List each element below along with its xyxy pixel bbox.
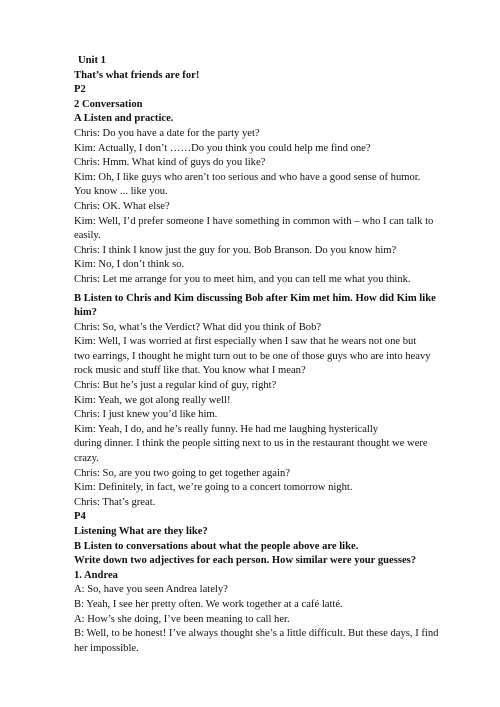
dialogue-line: Kim: Well, I’d prefer someone I have something in common with – who I can talk to: [74, 215, 434, 227]
andrea-dialogue: [74, 583, 440, 656]
dialogue-line: Chris: I just knew you’d like him.: [74, 409, 218, 421]
dialogue-line: crazy.: [74, 453, 99, 465]
dialogue-line: A: How’s she doing, I’ve been meaning to call her.: [74, 613, 290, 625]
dialogue-line: Kim: No, I don’t think so.: [74, 259, 185, 271]
dialogue-line: during dinner. I think the people sitting next to us in the restaurant thought we were: [74, 438, 428, 450]
section-b-heading-cont: him?: [74, 307, 97, 319]
dialogue-line: Chris: So, what’s the Verdict? What did you think of Bob?: [74, 321, 322, 333]
dialogue-line: Kim: Actually, I don’t ……Do you think you could help me find one?: [74, 142, 371, 154]
dialogue-line: easily.: [74, 230, 101, 242]
listening-instruction: B Listen to conversations about what the people above are like.: [74, 540, 359, 552]
dialogue-line: You know ... like you.: [74, 186, 168, 198]
dialogue-line: rock music and stuff like that. You know what I mean?: [74, 365, 306, 377]
section-a-dialogue: [74, 127, 440, 288]
dialogue-line: Chris: I think I know just the guy for you. Bob Branson. Do you know him?: [74, 244, 397, 256]
dialogue-line: A: So, have you seen Andrea lately?: [74, 584, 228, 596]
page-title: That’s what friends are for!: [74, 69, 200, 81]
dialogue-line: Kim: Oh, I like guys who aren’t too serious and who have a good sense of humor.: [74, 171, 421, 183]
section-b-dialogue: [74, 321, 440, 511]
dialogue-line: two earrings, I thought he might turn out to be one of those guys who are into heavy: [74, 350, 431, 362]
dialogue-line: Kim: Yeah, I do, and he’s really funny. He had me laughing hysterically: [74, 423, 379, 435]
listening-heading: Listening What are they like?: [74, 526, 208, 537]
dialogue-line: Chris: OK. What else?: [74, 200, 170, 212]
section-conversation-heading: 2 Conversation: [74, 98, 143, 110]
dialogue-line: Chris: That’s great.: [74, 496, 156, 508]
dialogue-line: Kim: Definitely, in fact, we’re going to a concert tomorrow night.: [74, 482, 353, 494]
dialogue-line: Chris: Let me arrange for you to meet him, and you can tell me what you think.: [74, 273, 411, 285]
dialogue-line: her impossible.: [74, 642, 139, 654]
dialogue-line: Chris: Do you have a date for the party yet?: [74, 127, 260, 139]
page-marker-p4: P4: [74, 511, 86, 523]
unit-label: Unit 1: [78, 55, 106, 66]
dialogue-line: B: Yeah, I see her pretty often. We work together at a café latté.: [74, 598, 343, 610]
page-marker-p2: P2: [74, 84, 86, 96]
andrea-heading: 1. Andrea: [74, 569, 118, 581]
section-a-heading: A Listen and practice.: [74, 113, 174, 125]
dialogue-line: Kim: Well, I was worried at first especially when I saw that he wears not one but: [74, 336, 417, 348]
dialogue-line: Chris: But he’s just a regular kind of guy, right?: [74, 380, 277, 392]
dialogue-line: B: Well, to be honest! I’ve always thought she’s a little difficult. But these days, I find: [74, 628, 439, 640]
dialogue-line: Kim: Yeah, we got along really well!: [74, 394, 231, 406]
dialogue-line: Chris: Hmm. What kind of guys do you like?: [74, 157, 266, 169]
listening-instruction-2: Write down two adjectives for each person. How similar were your guesses?: [74, 555, 417, 567]
dialogue-line: Chris: So, are you two going to get together again?: [74, 467, 290, 479]
section-b-heading: B Listen to Chris and Kim discussing Bob after Kim met him. How did Kim like: [74, 292, 436, 304]
